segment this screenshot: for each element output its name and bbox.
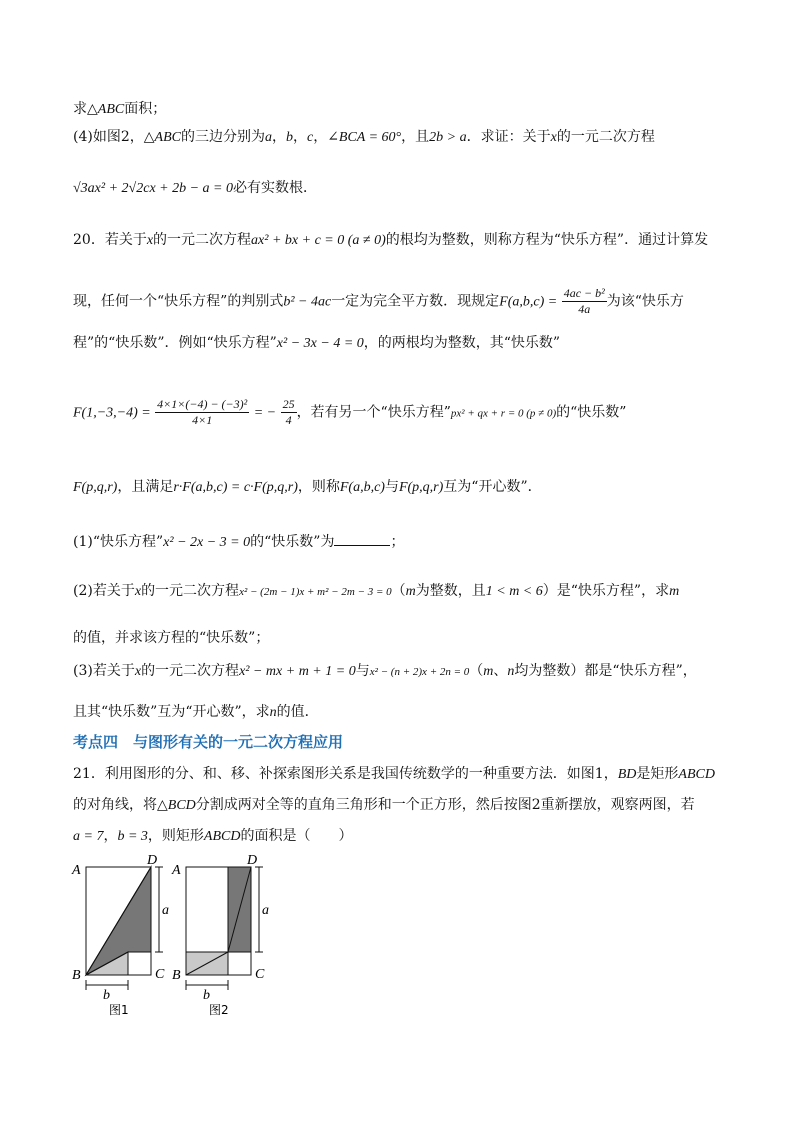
answer-blank — [334, 531, 390, 546]
label-a-length: a — [162, 903, 169, 918]
q19-equation-line: √3ax² + 2√2cx + 2b − a = 0必有实数根． — [73, 180, 317, 196]
figure-1-caption: 图1 — [109, 1003, 129, 1017]
q20-line-5: F(p,q,r)，且满足r·F(a,b,c) = c·F(p,q,r)，则称F(a,b,c)与F(p,q,r)互为“开心数”． — [73, 479, 542, 495]
q20-line-2: 现，任何一个“快乐方程”的判别式b² − 4ac一定为完全平方数．现规定F(a,b,c) = $\frac{\text{4ac − b²}}{4a}$ 为该“快乐方 — [73, 286, 684, 316]
q21-line-1: 21．利用图形的分、和、移、补探索图形关系是我国传统数学的一种重要方法．如图1，BD是矩形ABCD — [73, 766, 715, 782]
label-a-point: A — [172, 863, 181, 878]
label-b-point: B — [72, 968, 81, 983]
q20-part3-line-1: (3)若关于x的一元二次方程x² − mx + m + 1 = 0与x² − (n + 2)x + 2n = 0（m、n均为整数）都是“快乐方程”， — [73, 663, 697, 679]
label-b-point: B — [172, 968, 181, 983]
label-c-point: C — [155, 967, 165, 982]
q20-part1: (1)“快乐方程”x² − 2x − 3 = 0的“快乐数”为 ； — [73, 531, 404, 553]
q20-part3-line-2: 且其“快乐数”互为“开心数”，求n的值． — [73, 704, 319, 720]
example-fraction: $\frac{\text{4×1×(−4) − (−3)²}}{4\times 1}$ — [157, 397, 248, 427]
q21-line-2: 的对角线，将△BCD分割成两对全等的直角三角形和一个正方形，然后按图2重新摆放，观察两图，若 — [73, 797, 695, 813]
label-b-length: b — [103, 988, 110, 1003]
figure-2-caption: 图2 — [209, 1003, 229, 1017]
label-d-point: D — [247, 853, 258, 868]
section-heading: 考点四 与图形有关的一元二次方程应用 — [73, 733, 344, 751]
label-d-point: D — [147, 853, 158, 868]
q21-line-3: a = 7，b = 3，则矩形ABCD的面积是（ ） — [73, 828, 353, 844]
q19-part4-line: (4)如图2，△ABC的三边分别为a，b，c，∠BCA = 60°，且2b > a．求证：关于x的一元二次方程 — [73, 129, 655, 145]
figure-2 — [166, 852, 286, 1022]
q20-part2-line-1: (2)若关于x的一元二次方程x² − (2m − 1)x + m² − 2m − 3 = 0（m为整数，且1 < m < 6）是“快乐方程”，求m — [73, 583, 680, 599]
q20-part2-line-2: 的值，并求该方程的“快乐数”； — [73, 630, 270, 646]
small-square — [228, 952, 251, 975]
label-c-point: C — [255, 967, 265, 982]
small-square — [128, 952, 151, 975]
happy-number-fraction: $\frac{\text{4ac − b²}}{4a}$ — [563, 286, 605, 316]
q20-line-4: F(1,−3,−4) = $\frac{\text{4×1×(−4) − (−3)²}}{4\times 1}$ = − $\frac{25}{4}$ ，若有另一个“快乐方程”px² + qx + r = 0 (p ≠ 0)的“快乐数” — [73, 397, 627, 427]
label-b-length: b — [203, 988, 210, 1003]
q20-line-3: 程”的“快乐数”．例如“快乐方程”x² − 3x − 4 = 0，的两根均为整数，其“快乐数” — [73, 335, 561, 351]
q20-line-1: 20．若关于x的一元二次方程ax² + bx + c = 0 (a ≠ 0)的根均为整数，则称方程为“快乐方程”．通过计算发 — [73, 232, 709, 248]
result-fraction: $\frac{25}{4}$ — [282, 397, 295, 427]
text-line-1: 求△ABC面积； — [73, 101, 167, 117]
label-a-length: a — [262, 903, 269, 918]
label-a-point: A — [72, 863, 81, 878]
